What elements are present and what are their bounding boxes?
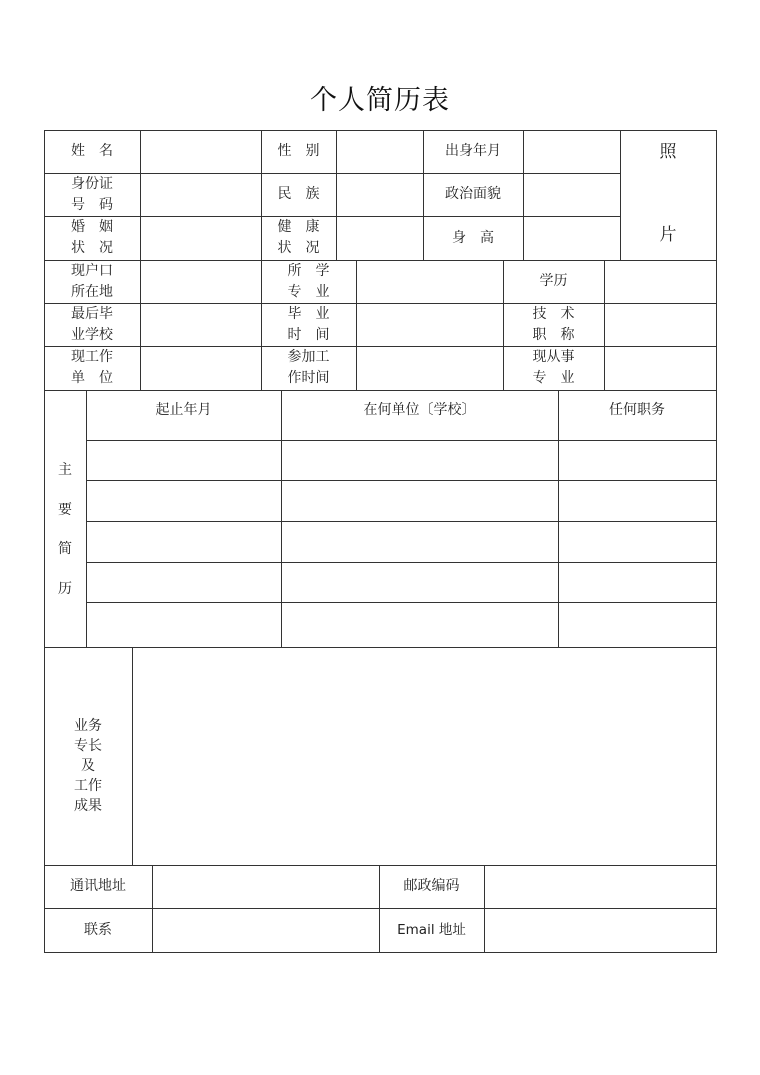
id-number-label: 身份证 号 码	[71, 175, 113, 213]
major-label: 所 学 专 业	[287, 262, 330, 300]
height-field[interactable]	[524, 217, 620, 260]
expertise-label: 业务 专长 及 工作 成果	[74, 718, 102, 814]
phone-field[interactable]	[153, 909, 379, 952]
birth-field[interactable]	[524, 131, 620, 173]
work-start-label: 参加工 作时间	[287, 349, 330, 386]
health-label: 健 康 状 况	[277, 219, 320, 256]
grid-line	[716, 130, 717, 953]
postcode-field[interactable]	[485, 866, 716, 908]
period-header: 起止年月	[155, 402, 212, 418]
marital-status-field[interactable]	[141, 217, 261, 260]
graduation-time-label: 毕 业 时 间	[287, 305, 330, 343]
education-label: 学历	[539, 273, 568, 289]
height-label: 身 高	[452, 229, 494, 246]
current-profession-label: 现从事 专 业	[532, 349, 575, 386]
resume-row-3[interactable]	[87, 522, 716, 562]
id-number-field[interactable]	[141, 174, 261, 216]
technical-title-label: 技 术 职 称	[532, 305, 575, 343]
address-label: 通讯地址	[70, 878, 126, 894]
ethnicity-label: 民 族	[277, 186, 320, 202]
hukou-label: 现户口 所在地	[71, 262, 113, 300]
health-field[interactable]	[337, 217, 423, 260]
email-label: Email 地址	[397, 921, 466, 938]
address-field[interactable]	[153, 866, 379, 908]
current-employer-field[interactable]	[141, 347, 261, 390]
birth-label: 出身年月	[445, 143, 501, 159]
current-employer-label: 现工作 单 位	[71, 349, 113, 386]
marital-status-label: 婚 姻 状 况	[71, 219, 113, 256]
resume-row-5[interactable]	[87, 603, 716, 647]
political-status-label: 政治面貌	[445, 186, 501, 202]
organization-header: 在何单位〔学校〕	[363, 402, 476, 418]
position-header: 任何职务	[609, 402, 665, 418]
education-field[interactable]	[605, 261, 716, 303]
ethnicity-field[interactable]	[337, 174, 423, 216]
photo-box[interactable]	[620, 130, 716, 260]
technical-title-field[interactable]	[605, 304, 716, 346]
hukou-field[interactable]	[141, 261, 261, 303]
photo-label-2: 片	[659, 225, 677, 245]
name-label: 姓 名	[71, 143, 113, 159]
expertise-field[interactable]	[133, 648, 716, 865]
resume-row-4[interactable]	[87, 563, 716, 602]
photo-label-1: 照	[659, 142, 677, 162]
resume-section-label: 主 要 简 历	[58, 462, 72, 597]
graduate-school-field[interactable]	[141, 304, 261, 346]
resume-row-1[interactable]	[87, 441, 716, 480]
name-field[interactable]	[141, 131, 261, 173]
phone-label: 联系	[84, 921, 112, 938]
current-profession-field[interactable]	[605, 347, 716, 390]
gender-field[interactable]	[337, 131, 423, 173]
graduation-time-field[interactable]	[357, 304, 503, 346]
graduate-school-label: 最后毕 业学校	[71, 305, 113, 343]
work-start-field[interactable]	[357, 347, 503, 390]
political-status-field[interactable]	[524, 174, 620, 216]
grid-line	[44, 952, 717, 953]
email-field[interactable]	[485, 909, 716, 952]
gender-label: 性 别	[277, 143, 320, 159]
major-field[interactable]	[357, 261, 503, 303]
page-title: 个人简历表	[310, 85, 450, 116]
resume-row-2[interactable]	[87, 481, 716, 521]
postcode-label: 邮政编码	[403, 878, 460, 894]
